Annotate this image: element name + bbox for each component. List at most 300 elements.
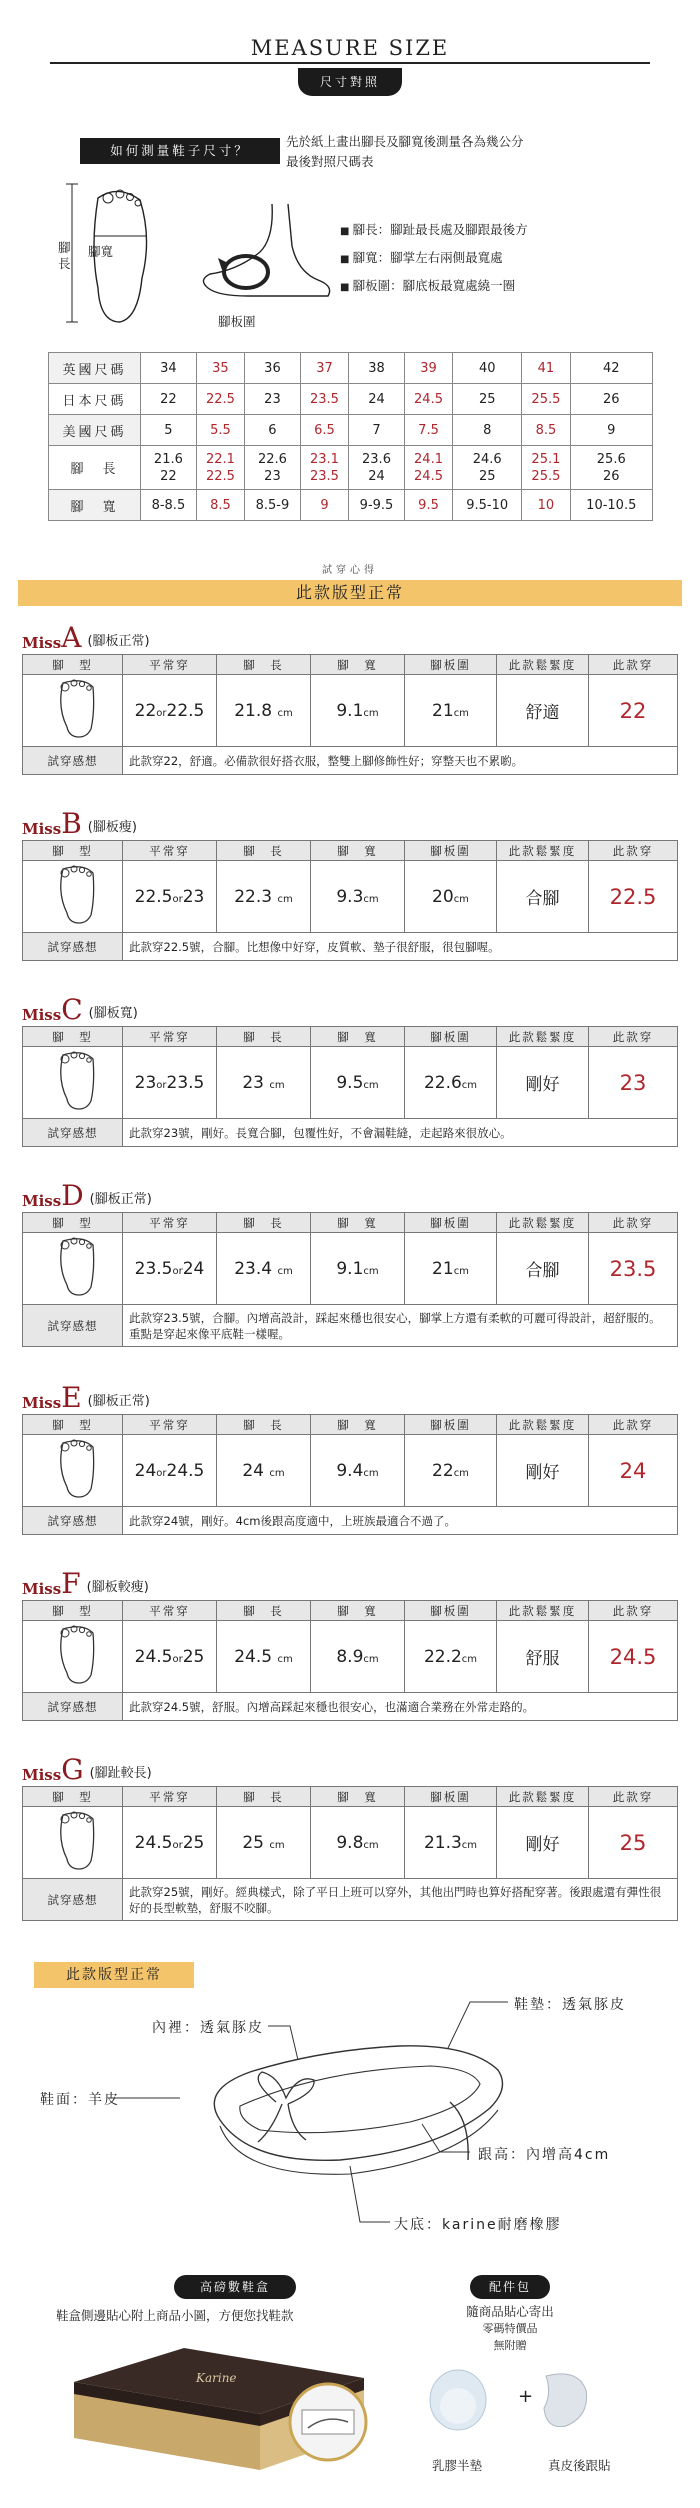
foot-width [311,1047,405,1119]
fit-tightness: 合腳 [497,861,589,933]
foot-shape-icon [23,1233,123,1305]
foot-width [311,1807,405,1879]
tester-foot-type: (腳板寬) [88,1006,138,1021]
width-label: 腳寬 [88,244,114,259]
tester-foot-type: (腳板正常) [87,1394,150,1409]
foot-width [311,1233,405,1305]
foot-width-value: 9.5 [336,1072,364,1093]
unit: cm [277,1653,293,1665]
col-header: 腳 長 [217,1027,311,1047]
size-cell: 10-10.5 [570,490,652,521]
col-header: 此款穿 [589,1601,678,1621]
usual-size-a: 22 [134,700,157,721]
recommended-size: 22 [589,675,678,747]
unit: cm [453,1467,469,1479]
tester-name: Miss [22,634,62,652]
usual-size [123,1047,217,1119]
col-header: 腳板圍 [405,1787,497,1807]
col-header: 平常穿 [123,1027,217,1047]
size-cell: 24 [349,384,405,415]
foot-girth [405,675,497,747]
tester-d [22,1180,678,1347]
size-row-label: 英國尺碼 [49,353,141,384]
size-cell-value: 21.6 [153,451,183,467]
tester-comment: 此款穿24號，剛好。4cm後跟高度適中，上班族最適合不過了。 [123,1507,678,1535]
comment-label: 試穿感想 [23,1119,123,1147]
fit-tightness: 合腳 [497,1233,589,1305]
size-row [49,384,653,415]
title-divider [50,62,650,64]
col-header: 腳板圍 [405,1601,497,1621]
recommended-size: 25 [589,1807,678,1879]
col-header: 平常穿 [123,1787,217,1807]
size-cell: 22 [141,384,197,415]
col-header: 腳 寬 [311,1787,405,1807]
col-header: 此款鬆緊度 [497,1213,589,1233]
tester-a [22,622,678,775]
foot-girth-value: 20 [432,886,454,907]
size-cell-value: 22.1 [205,451,235,467]
size-cell-value: 24.1 [414,451,443,467]
unit: cm [461,1079,478,1091]
size-cell: 10 [522,490,570,521]
plus-sign: + [518,2386,534,2407]
tester-table [22,654,678,775]
length-label: 腳長 [58,240,71,271]
foot-width-value: 8.9 [336,1646,364,1667]
tester-table [22,1212,678,1347]
col-header: 此款鬆緊度 [497,841,589,861]
foot-width [311,861,405,933]
col-header: 腳 型 [23,841,123,861]
size-cell: 23.5 [300,384,348,415]
tester-comment: 此款穿23.5號，合腳。內增高設計，踩起來穩也很安心，腳掌上方還有柔軟的可麗可得設計，超舒服的。重點是穿起來像平底鞋一樣喔。 [123,1305,678,1347]
tester-comment: 此款穿24.5號，舒服。內增高踩起來穩也很安心，也滿適合業務在外常走路的。 [123,1693,678,1721]
shoe-box-image [64,2330,384,2490]
col-header: 平常穿 [123,1415,217,1435]
size-cell [404,446,452,490]
tester-letter: G [61,1753,84,1786]
size-cell [196,446,244,490]
unit: cm [363,1079,379,1091]
recommended-size: 22.5 [589,861,678,933]
tester-name: Miss [22,1006,62,1024]
foot-girth-value: 22.2 [423,1646,462,1667]
howto-question: 如何測量鞋子尺寸？ [80,138,280,164]
size-cell: 8-8.5 [141,490,197,521]
foot-length [217,1233,311,1305]
size-cell-value: 25.5 [531,468,561,484]
col-header: 腳 長 [217,1601,311,1621]
size-cell: 41 [522,353,570,384]
box-brand: Karine [196,2371,237,2385]
size-cell: 9 [300,490,348,521]
tester-letter: A [61,621,82,654]
foot-top-icon [43,1049,103,1111]
size-cell-value: 23.1 [309,451,339,467]
foot-top-icon [43,863,103,925]
or-word: or [172,893,183,905]
usual-size-b: 25 [182,1646,205,1667]
usual-size-b: 22.5 [166,700,205,721]
col-header: 此款鬆緊度 [497,1027,589,1047]
size-cell [453,446,522,490]
usual-size-a: 23 [134,1072,157,1093]
foot-width [311,1435,405,1507]
heel-label: 跟高：內增高4cm [478,2147,611,2163]
size-cell: 36 [245,353,301,384]
col-header: 此款穿 [589,1213,678,1233]
foot-length [217,1807,311,1879]
size-cell [300,446,348,490]
unit: cm [363,1265,379,1277]
size-cell-value: 24.5 [414,468,443,484]
size-cell: 9 [570,415,652,446]
foot-top-icon [43,1809,103,1871]
foot-length-value: 23 [242,1072,264,1093]
foot-top-icon [43,1623,103,1685]
col-header: 此款鬆緊度 [497,1787,589,1807]
size-cell: 39 [404,353,452,384]
size-chart-table [48,352,653,521]
unit: cm [453,707,469,719]
fit-tightness: 舒適 [497,675,589,747]
accessory-line-3: 無附贈 [493,2339,527,2352]
size-cell [141,446,197,490]
foot-girth [405,1233,497,1305]
col-header: 此款穿 [589,1027,678,1047]
accessory-items-image [410,2360,610,2440]
comment-label: 試穿感想 [23,1879,123,1921]
foot-girth [405,1807,497,1879]
tester-table [22,1600,678,1721]
usual-size-b: 23.5 [166,1072,205,1093]
tester-table [22,840,678,961]
usual-size [123,1233,217,1305]
usual-size-a: 24 [134,1460,157,1481]
tester-table [22,1026,678,1147]
col-header: 腳 寬 [311,1213,405,1233]
page-title: MEASURE SIZE [250,36,450,60]
bullet-girth: ■ 腳板圍：腳底板最寬處繞一圈 [340,273,528,301]
size-cell [522,446,570,490]
usual-size-b: 24.5 [166,1460,205,1481]
howto-line-2: 最後對照尺碼表 [286,154,374,169]
box-desc: 鞋盒側邊貼心附上商品小圖，方便您找鞋款 [56,2308,294,2323]
howto-text [286,132,524,172]
fit-section-title: 試穿心得 [322,565,378,576]
or-word: or [172,1653,183,1665]
fit-tightness: 舒服 [497,1621,589,1693]
size-cell: 40 [453,353,522,384]
col-header: 此款穿 [589,1787,678,1807]
foot-side-diagram [188,200,338,310]
col-header: 平常穿 [123,841,217,861]
foot-width-value: 9.3 [336,886,364,907]
foot-length [217,1435,311,1507]
col-header: 此款穿 [589,655,678,675]
accessory-tag: 配件包 [470,2275,550,2299]
unit: cm [277,893,293,905]
size-cell [245,446,301,490]
foot-girth-value: 21 [432,1258,454,1279]
size-cell: 37 [300,353,348,384]
tester-comment: 此款穿23號，剛好。長寬合腳，包覆性好，不會漏鞋縫，走起路來很放心。 [123,1119,678,1147]
foot-width-value: 9.4 [336,1460,364,1481]
unit: cm [461,1653,478,1665]
size-cell: 25.5 [522,384,570,415]
unit: cm [269,1839,285,1851]
size-row-label: 日本尺碼 [49,384,141,415]
col-header: 腳 型 [23,655,123,675]
or-word: or [156,1079,167,1091]
foot-top-icon [43,1235,103,1297]
tester-e [22,1382,678,1535]
usual-size-b: 24 [182,1258,205,1279]
size-cell-value: 26 [602,468,620,484]
size-cell: 8.5 [522,415,570,446]
tester-name: Miss [22,1192,62,1210]
or-word: or [156,1467,167,1479]
size-cell: 22.5 [196,384,244,415]
size-cell: 9-9.5 [349,490,405,521]
tester-c [22,994,678,1147]
size-cell: 6.5 [300,415,348,446]
foot-shape-icon [23,1047,123,1119]
foot-shape-icon [23,675,123,747]
bullet-length: ■ 腳長：腳趾最長處及腳跟最後方 [340,217,528,245]
tester-name: Miss [22,1580,62,1598]
foot-girth-value: 21 [432,700,454,721]
size-cell: 5.5 [196,415,244,446]
col-header: 此款鬆緊度 [497,1601,589,1621]
instep-label: 腳板圍 [218,314,256,329]
unit: cm [363,1467,379,1479]
comment-label: 試穿感想 [23,747,123,775]
tester-name: Miss [22,1394,62,1412]
col-header: 腳 寬 [311,1027,405,1047]
size-cell: 23 [245,384,301,415]
foot-top-icon [43,677,103,739]
size-cell-value: 25.1 [531,451,561,467]
or-word: or [172,1265,183,1277]
col-header: 腳 長 [217,1415,311,1435]
size-cell-value: 25 [478,468,496,484]
size-cell-value: 22 [160,468,177,484]
comment-label: 試穿感想 [23,1507,123,1535]
tester-foot-type: (腳板正常) [87,634,150,649]
size-cell-value: 23.5 [309,468,339,484]
col-header: 此款鬆緊度 [497,655,589,675]
col-header: 腳板圍 [405,841,497,861]
unit: cm [363,1839,379,1851]
usual-size-b: 25 [182,1832,205,1853]
recommended-size: 24.5 [589,1621,678,1693]
lining-label: 內裡：透氣豚皮 [152,2020,264,2036]
usual-size-a: 23.5 [134,1258,173,1279]
foot-width-value: 9.1 [336,1258,364,1279]
foot-girth [405,1047,497,1119]
foot-length-value: 24 [242,1460,264,1481]
unit: cm [363,1653,379,1665]
col-header: 平常穿 [123,1213,217,1233]
foot-length-value: 23.4 [234,1258,273,1279]
size-cell-value: 23.6 [362,451,391,467]
col-header: 腳 寬 [311,1601,405,1621]
foot-shape-icon [23,1807,123,1879]
size-cell-value: 22.5 [205,468,235,484]
size-cell: 9.5 [404,490,452,521]
bullet-width: ■ 腳寬：腳掌左右兩側最寬處 [340,245,528,273]
unit: cm [363,707,379,719]
size-row [49,353,653,384]
recommended-size: 23.5 [589,1233,678,1305]
usual-size [123,1621,217,1693]
foot-girth-value: 22 [432,1460,454,1481]
size-cell: 6 [245,415,301,446]
size-cell: 9.5-10 [453,490,522,521]
size-cell: 35 [196,353,244,384]
col-header: 腳 長 [217,655,311,675]
tester-comment: 此款穿22.5號，合腳。比想像中好穿，皮質軟、墊子很舒服，很包腳喔。 [123,933,678,961]
accessory-line-1: 隨商品貼心寄出 [466,2304,554,2319]
measure-bullets [340,217,528,301]
size-cell [349,446,405,490]
usual-size-a: 22.5 [134,886,173,907]
foot-girth [405,861,497,933]
tester-b [22,808,678,961]
col-header: 此款穿 [589,1415,678,1435]
col-header: 腳 型 [23,1415,123,1435]
foot-length-value: 25 [242,1832,264,1853]
col-header: 腳板圍 [405,1027,497,1047]
usual-size [123,675,217,747]
comment-label: 試穿感想 [23,1693,123,1721]
col-header: 腳 型 [23,1027,123,1047]
foot-length-value: 24.5 [234,1646,273,1667]
foot-girth-value: 22.6 [423,1072,462,1093]
foot-top-icon [43,1437,103,1499]
size-cell: 8.5 [196,490,244,521]
foot-length-value: 22.3 [234,886,273,907]
usual-size [123,1807,217,1879]
accessory-line-2: 零碼特價品 [482,2322,538,2335]
size-row [49,446,653,490]
size-row [49,490,653,521]
unit: cm [269,1079,285,1091]
size-cell: 7 [349,415,405,446]
col-header: 腳 長 [217,1213,311,1233]
foot-length [217,1621,311,1693]
foot-width [311,675,405,747]
col-header: 腳 寬 [311,655,405,675]
foot-width-value: 9.1 [336,700,364,721]
size-row-label: 美國尺碼 [49,415,141,446]
col-header: 腳 型 [23,1787,123,1807]
fit-banner: 此款版型正常 [18,580,682,606]
tester-foot-type: (腳板瘦) [87,820,137,835]
unit: cm [461,1839,478,1851]
tester-comment: 此款穿25號，剛好。經典樣式，除了平日上班可以穿外，其他出門時也算好搭配穿著。後跟處還有彈性很好的長型軟墊，舒服不咬腳。 [123,1879,678,1921]
foot-width-value: 9.8 [336,1832,364,1853]
usual-size-b: 23 [182,886,205,907]
size-cell-value: 23 [264,468,281,484]
size-cell: 7.5 [404,415,452,446]
insole-label: 鞋墊：透氣豚皮 [514,1997,626,2013]
col-header: 腳 型 [23,1601,123,1621]
foot-shape-icon [23,861,123,933]
box-tag: 高磅數鞋盒 [174,2275,296,2299]
col-header: 腳板圍 [405,1415,497,1435]
howto-line-1: 先於紙上畫出腳長及腳寬後測量各為幾公分 [286,134,524,149]
col-header: 平常穿 [123,655,217,675]
tester-foot-type: (腳趾較長) [89,1766,152,1781]
size-row-label: 腳 寬 [49,490,141,521]
recommended-size: 24 [589,1435,678,1507]
size-cell: 26 [570,384,652,415]
comment-label: 試穿感想 [23,933,123,961]
usual-size [123,1435,217,1507]
accessory-text [440,2303,580,2354]
sole-label: 大底：karine耐磨橡膠 [394,2217,562,2233]
tester-foot-type: (腳板較瘦) [86,1580,149,1595]
col-header: 腳板圍 [405,655,497,675]
foot-shape-icon [23,1621,123,1693]
foot-length [217,861,311,933]
size-cell: 38 [349,353,405,384]
col-header: 腳 長 [217,841,311,861]
col-header: 腳 寬 [311,841,405,861]
size-cell: 8 [453,415,522,446]
foot-length [217,675,311,747]
unit: cm [277,707,293,719]
or-word: or [156,707,167,719]
col-header: 此款穿 [589,841,678,861]
tester-foot-type: (腳板正常) [89,1192,152,1207]
unit: cm [269,1467,285,1479]
usual-size-a: 24.5 [134,1832,173,1853]
col-header: 平常穿 [123,1601,217,1621]
size-row-label: 腳 長 [49,446,141,490]
tester-f [22,1568,678,1721]
fit-tightness: 剛好 [497,1807,589,1879]
size-cell-value: 25.6 [596,451,626,467]
unit: cm [453,1265,469,1277]
accessory-item-2: 真皮後跟貼 [548,2458,611,2473]
size-cell: 5 [141,415,197,446]
upper-label: 鞋面：羊皮 [40,2092,120,2108]
unit: cm [363,893,379,905]
size-cell: 42 [570,353,652,384]
tester-name: Miss [22,820,62,838]
usual-size-a: 24.5 [134,1646,173,1667]
col-header: 腳 型 [23,1213,123,1233]
foot-shape-icon [23,1435,123,1507]
foot-girth [405,1435,497,1507]
size-cell-value: 24.6 [472,451,502,467]
product-fit-tag: 此款版型正常 [34,1962,194,1988]
foot-girth-value: 21.3 [423,1832,462,1853]
unit: cm [277,1265,293,1277]
size-cell: 34 [141,353,197,384]
tester-name: Miss [22,1766,62,1784]
label-leader-lines [0,1990,700,2230]
size-cell-value: 22.6 [257,451,287,467]
tester-comment: 此款穿22，舒適。必備款很好搭衣服，整雙上腳修飾性好；穿整天也不累喲。 [123,747,678,775]
tester-letter: F [61,1567,81,1600]
size-cell: 8.5-9 [245,490,301,521]
size-cell-value: 24 [368,468,385,484]
